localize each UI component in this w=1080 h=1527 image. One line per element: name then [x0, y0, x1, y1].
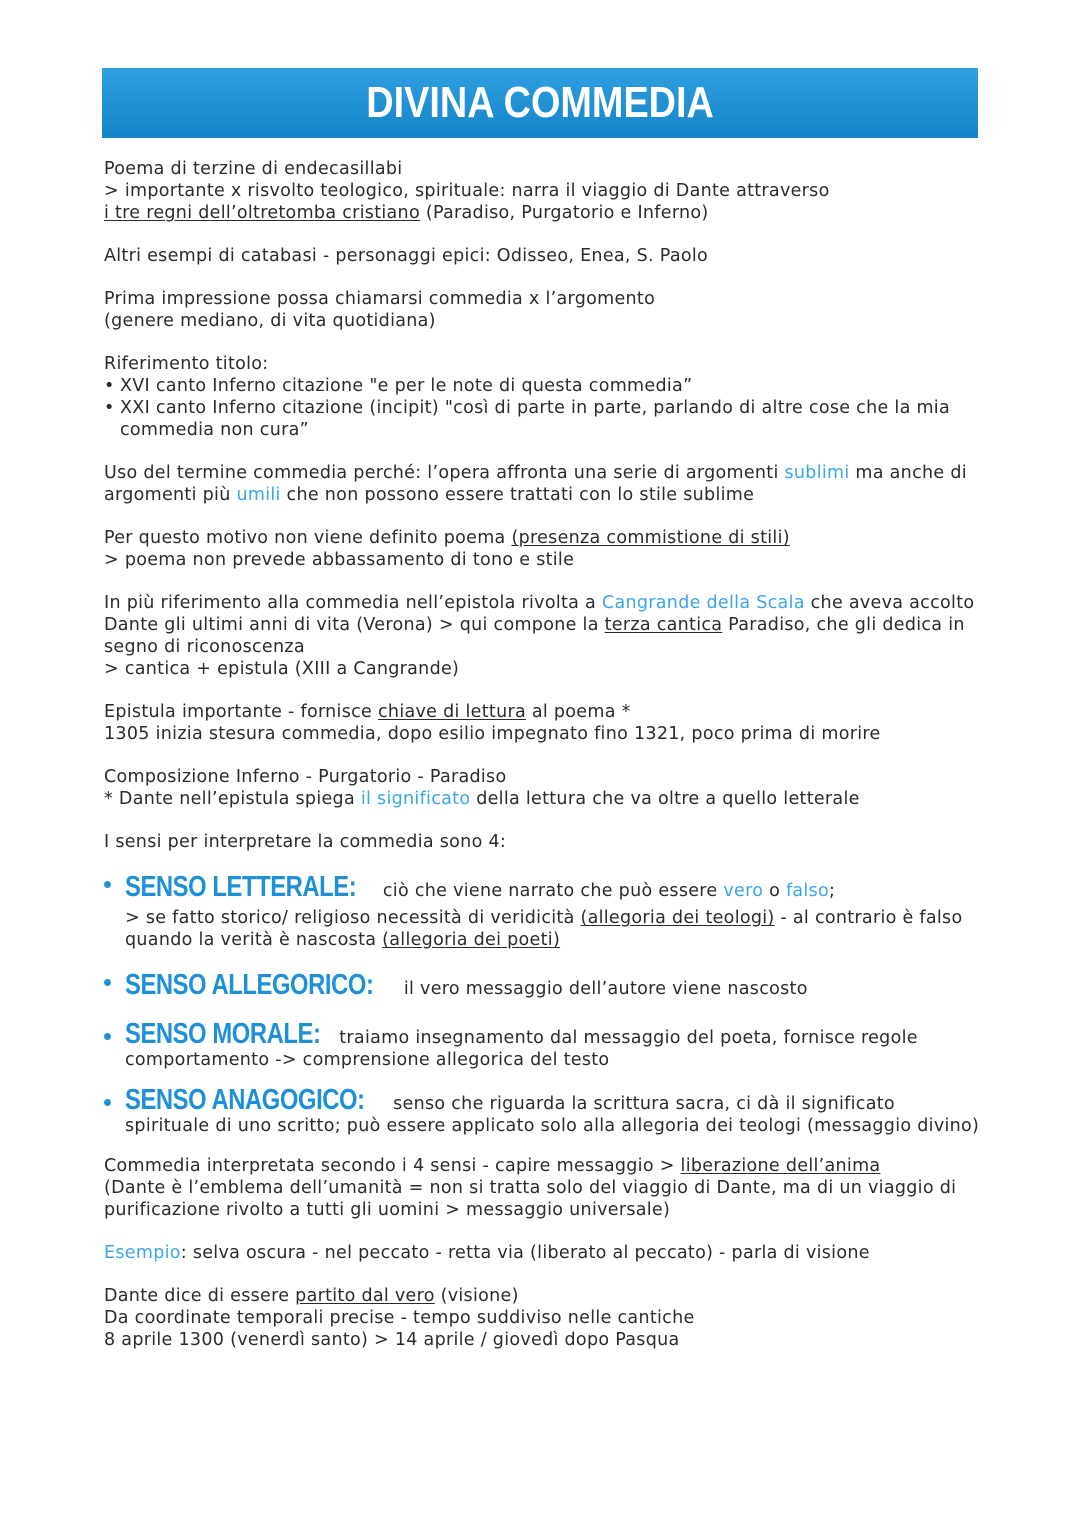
- riferimento-item: • XVI canto Inferno citazione "e per le note di questa commedia”: [104, 375, 984, 397]
- uso-text-a: Uso del termine commedia perché: l’opera affronta una serie di argomenti: [104, 463, 785, 483]
- catabasi-paragraph: Altri esempi di catabasi - personaggi epici: Odisseo, Enea, S. Paolo: [104, 246, 709, 266]
- senso-letterale-text-e: - al contrario è falso quando la verità è nascosta: [125, 908, 963, 950]
- esempio-paragraph: [104, 1242, 984, 1264]
- sensi-list: [104, 871, 984, 1137]
- notes-body: [104, 158, 984, 1372]
- epistula-line-2: 1305 inizia stesura commedia, dopo esilio impegnato fino 1321, poco prima di morire: [104, 724, 881, 744]
- page-title: DIVINA COMMEDIA: [366, 78, 714, 127]
- epistola-line-4: > cantica + epistula (XIII a Cangrande): [104, 659, 460, 679]
- senso-anagogico-line: [125, 1084, 984, 1137]
- interpretata-text-b: (Dante è l’emblema dell’umanità = non si tratta solo del viaggio di Dante, ma di un viaggio di purificazione rivolto a tutti gli uomini > messaggio universale): [104, 1178, 957, 1220]
- motivo-line-2: > poema non prevede abbassamento di tono e stile: [104, 550, 575, 570]
- interpretata-paragraph: [104, 1155, 984, 1221]
- composizione-line-1: Composizione Inferno - Purgatorio - Paradiso: [104, 767, 507, 787]
- senso-letterale-text-a: ciò che viene narrato che può essere: [377, 881, 724, 901]
- epistula-paragraph: [104, 701, 984, 745]
- esempio-text: : selva oscura - nel peccato - retta via (liberato al peccato) - parla di visione: [180, 1243, 870, 1263]
- epistula-text-b: al poema *: [525, 702, 631, 722]
- highlight-significato: il significato: [360, 789, 471, 809]
- senso-letterale-text-b: o: [763, 881, 786, 901]
- senso-anagogico: [104, 1084, 984, 1137]
- finale-text-a: Dante dice di essere: [104, 1286, 296, 1306]
- epistola-paragraph: [104, 592, 984, 680]
- senso-letterale-heading: SENSO LETTERALE:: [125, 871, 357, 903]
- bullet-dot: [104, 881, 111, 888]
- intro-underlined-regni: i tre regni dell’oltretomba cristiano: [104, 203, 420, 223]
- title-banner: [102, 68, 978, 138]
- bullet-dot: [104, 1033, 111, 1040]
- epistula-text-a: Epistula importante - fornisce: [104, 702, 378, 722]
- riferimento-list: [104, 375, 984, 441]
- underlined-chiave-lettura: chiave di lettura: [378, 702, 526, 722]
- sensi-intro: I sensi per interpretare la commedia sono 4:: [104, 832, 507, 852]
- senso-morale-text: traiamo insegnamento dal messaggio del poeta, fornisce regole comportamento -> comprensione allegorica del testo: [125, 1028, 918, 1070]
- bullet-dot: [104, 979, 111, 986]
- uso-text-b: ma anche di argomenti più: [104, 463, 967, 505]
- impressione-paragraph: [104, 288, 984, 332]
- impressione-line-1: Prima impressione possa chiamarsi commedia x l’argomento: [104, 289, 656, 309]
- bullet-dot: [104, 1099, 111, 1106]
- intro-line-1: Poema di terzine di endecasillabi: [104, 159, 403, 179]
- uso-paragraph: [104, 462, 984, 506]
- senso-letterale-text-c: ;: [829, 881, 836, 901]
- uso-text-c: che non possono essere trattati con lo stile sublime: [280, 485, 755, 505]
- riferimento-item: • XXI canto Inferno citazione (incipit) "così di parte in parte, parlando di altre cose che la mia commedia non cura”: [104, 397, 984, 441]
- highlight-esempio: Esempio: [104, 1243, 181, 1263]
- riferimento-label: Riferimento titolo:: [104, 354, 269, 374]
- senso-allegorico-heading: SENSO ALLEGORICO:: [125, 969, 374, 1001]
- motivo-paragraph: [104, 527, 984, 571]
- senso-letterale: [104, 871, 984, 951]
- underlined-terza-cantica: terza cantica: [604, 615, 723, 635]
- highlight-sublimi: sublimi: [784, 463, 850, 483]
- highlight-umili: umili: [236, 485, 281, 505]
- underlined-allegoria-poeti: (allegoria dei poeti): [382, 930, 561, 950]
- interpretata-text-a: Commedia interpretata secondo i 4 sensi - capire messaggio >: [104, 1156, 681, 1176]
- senso-morale-line: [125, 1018, 984, 1071]
- epistola-text-c: Paradiso, che gli dedica in segno di riconoscenza: [104, 615, 965, 657]
- underlined-commistione: (presenza commistione di stili): [511, 528, 790, 548]
- highlight-vero: vero: [723, 881, 764, 901]
- senso-letterale-first-line: [125, 871, 984, 907]
- finale-paragraph: [104, 1285, 984, 1351]
- finale-line-3: 8 aprile 1300 (venerdì santo) > 14 aprile / giovedì dopo Pasqua: [104, 1330, 680, 1350]
- epistola-text-b: che aveva accolto Dante gli ultimi anni di vita (Verona) > qui compone la: [104, 593, 975, 635]
- finale-text-b: (visione): [434, 1286, 519, 1306]
- intro-paragraph: [104, 158, 984, 224]
- epistola-text-a: In più riferimento alla commedia nell’epistola rivolta a: [104, 593, 602, 613]
- underlined-allegoria-teologi: (allegoria dei teologi): [580, 908, 775, 928]
- senso-letterale-text-d: > se fatto storico/ religioso necessità di veridicità: [125, 908, 581, 928]
- motivo-text-a: Per questo motivo non viene definito poema: [104, 528, 512, 548]
- composizione-text-a: * Dante nell’epistula spiega: [104, 789, 361, 809]
- senso-morale-heading: SENSO MORALE:: [125, 1018, 321, 1050]
- composizione-text-b: della lettura che va oltre a quello letterale: [470, 789, 860, 809]
- senso-allegorico-line: [125, 969, 984, 1005]
- highlight-cangrande: Cangrande della Scala: [601, 593, 805, 613]
- senso-morale: [104, 1018, 984, 1071]
- senso-letterale-detail: [125, 907, 984, 951]
- senso-anagogico-heading: SENSO ANAGOGICO:: [125, 1084, 365, 1116]
- finale-line-2: Da coordinate temporali precise - tempo suddiviso nelle cantiche: [104, 1308, 695, 1328]
- senso-allegorico-text: il vero messaggio dell’autore viene nascosto: [398, 979, 808, 999]
- highlight-falso: falso: [785, 881, 830, 901]
- composizione-paragraph: [104, 766, 984, 810]
- intro-line-2: > importante x risvolto teologico, spirituale: narra il viaggio di Dante attraverso: [104, 181, 830, 201]
- senso-allegorico: [104, 969, 984, 1005]
- underlined-partito-dal-vero: partito dal vero: [295, 1286, 435, 1306]
- senso-anagogico-text: senso che riguarda la scrittura sacra, ci dà il significato spirituale di uno scritto; può essere applicato solo alla allegoria dei teologi (messaggio divino): [125, 1094, 980, 1136]
- riferimento-section: [104, 353, 984, 441]
- impressione-line-2: (genere mediano, di vita quotidiana): [104, 311, 436, 331]
- intro-line-3-rest: (Paradiso, Purgatorio e Inferno): [419, 203, 709, 223]
- underlined-liberazione-anima: liberazione dell’anima: [680, 1156, 881, 1176]
